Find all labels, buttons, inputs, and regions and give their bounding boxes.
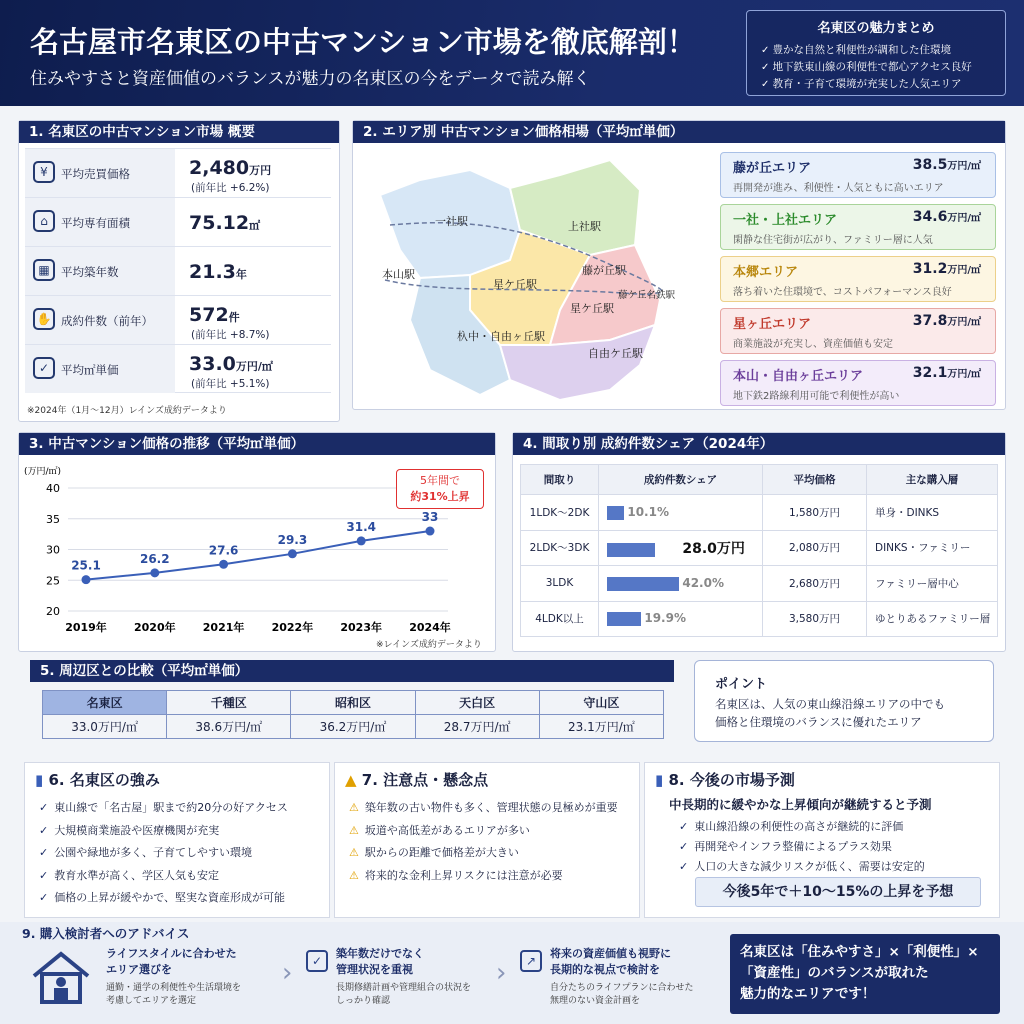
page-subtitle: 住みやすさと資産価値のバランスが魅力の名東区の今をデータで読み解く	[30, 69, 591, 89]
section-title: 9. 購入検討者へのアドバイス	[22, 926, 190, 941]
table-header: 間取り	[521, 465, 599, 495]
overview-row	[25, 197, 331, 246]
map-label: 自由ケ丘駅	[588, 347, 643, 360]
chevron-right-icon: ›	[282, 958, 293, 988]
growth-callout: 5年間で 約31%上昇	[396, 469, 484, 509]
buyer-cell: ゆとりあるファミリー層	[867, 601, 998, 637]
overview-value: 2,480万円	[189, 157, 272, 179]
x-tick-label: 2021年	[202, 621, 245, 634]
share-cell	[599, 495, 763, 531]
data-point	[357, 536, 366, 545]
overview-label: 平均築年数	[61, 265, 119, 279]
overview-change: (前年比 +8.7%)	[191, 329, 270, 341]
area-desc: 再開発が進み、利便性・人気ともに高いエリア	[733, 183, 944, 194]
overview-label: 平均専有面積	[61, 216, 130, 230]
section-title: 3. 中古マンション価格の推移（平均㎡単価）	[19, 433, 495, 455]
chevron-right-icon: ›	[496, 958, 507, 988]
share-label: 28.0万円	[682, 540, 745, 557]
map-label: 上社駅	[568, 220, 601, 233]
ward-price: 38.6万円/㎡	[167, 715, 291, 739]
area-name: 本山・自由ヶ丘エリア	[733, 369, 864, 384]
map-label: 藤が丘駅	[582, 264, 626, 277]
share-cell	[599, 566, 763, 602]
map-label: 星ケ丘駅	[570, 302, 614, 315]
section-title: ▮ 6. 名東区の強み	[35, 771, 160, 789]
yen-icon: ¥	[33, 161, 55, 183]
y-tick-label: 30	[46, 543, 60, 557]
overview-value: 33.0万円/㎡	[189, 353, 273, 375]
share-cell	[599, 530, 763, 566]
table-header: 成約件数シェア	[599, 465, 763, 495]
section-title: ▮ 8. 今後の市場予測	[655, 771, 795, 789]
charm-summary-box	[746, 10, 1006, 96]
market-overview-panel	[18, 120, 340, 422]
ward-price: 28.7万円/㎡	[415, 715, 539, 739]
point-title: ポイント	[715, 677, 768, 692]
share-bar	[607, 577, 679, 591]
overview-label: 平均売買価格	[61, 167, 130, 181]
ward-area-map	[360, 150, 710, 405]
area-card	[720, 360, 996, 406]
point-box	[694, 660, 994, 742]
conclusion-box: 名東区は「住みやすさ」×「利便性」× 「資産性」のバランスが取れた 魅力的なエリアです！	[730, 934, 1000, 1014]
trend-up-icon: ↗	[520, 950, 542, 972]
check-icon: ✓	[679, 840, 689, 853]
overview-row	[25, 295, 331, 344]
ward-price: 36.2万円/㎡	[291, 715, 415, 739]
price-cell: 1,580万円	[763, 495, 867, 531]
area-card	[720, 308, 996, 354]
floorplan-table	[520, 464, 998, 637]
warning-icon: ⚠	[349, 823, 359, 837]
y-tick-label: 20	[46, 605, 60, 618]
series-line	[86, 531, 430, 580]
area-price: 37.8万円/㎡	[912, 313, 981, 329]
map-label: 藤ケ丘名鉄駅	[618, 290, 676, 301]
check-icon: ✓	[679, 860, 689, 873]
check-price-icon: ✓	[33, 357, 55, 379]
forecast-headline: 中長期的に緩やかな上昇傾向が継続すると予測	[669, 797, 932, 812]
section-title: 2. エリア別 中古マンション価格相場（平均㎡単価）	[353, 121, 1005, 143]
building-check-icon: ✓	[306, 950, 328, 972]
y-tick-label: 25	[46, 574, 60, 588]
ward-name: 昭和区	[291, 691, 415, 715]
section-title: 5. 周辺区との比較（平均㎡単価）	[30, 660, 674, 682]
area-name: 藤が丘エリア	[733, 161, 812, 176]
overview-change: (前年比 +5.1%)	[191, 378, 270, 390]
plan-cell: 4LDK以上	[521, 601, 599, 637]
list-item: ⚠ 築年数の古い物件も多く、管理状態の見極めが重要	[349, 801, 618, 814]
cautions-list	[349, 797, 618, 887]
x-tick-label: 2020年	[133, 621, 176, 634]
overview-value: 21.3年	[189, 261, 247, 283]
forecast-panel	[644, 762, 1000, 918]
forecast-box: 今後5年で＋10〜15%の上昇を予想	[695, 877, 981, 907]
map-label: 杁中・自由ヶ丘駅	[457, 330, 545, 343]
overview-row	[25, 148, 331, 197]
warning-icon: ⚠	[349, 868, 359, 882]
table-header: 平均価格	[763, 465, 867, 495]
area-price: 34.6万円/㎡	[912, 209, 981, 225]
y-tick-label: 35	[46, 512, 60, 526]
list-item: ✓ 教育水準が高く、学区人気も安定	[39, 868, 219, 882]
warning-icon: ▲	[345, 771, 362, 789]
table-row	[521, 601, 998, 637]
data-label: 25.1	[71, 558, 101, 573]
ward-compare-table	[42, 690, 664, 739]
list-item: ✓ 価格の上昇が緩やかで、堅実な資産形成が可能	[39, 891, 285, 904]
list-item: ⚠ 将来的な金利上昇リスクには注意が必要	[349, 868, 563, 882]
check-icon: ✓	[39, 891, 49, 904]
map-label: 星ケ丘駅	[493, 278, 537, 291]
area-card	[720, 256, 996, 302]
overview-change: (前年比 +6.2%)	[191, 182, 270, 194]
strengths-list	[39, 797, 288, 910]
area-price: 38.5万円/㎡	[912, 157, 981, 173]
check-icon: ✓	[39, 823, 49, 837]
area-name: 一社・上社エリア	[733, 213, 838, 228]
list-item: ⚠ 駅からの距離で価格差が大きい	[349, 846, 519, 859]
point-text: 名東区は、人気の東山線沿線エリアの中でも 価格と住環境のバランスに優れたエリア	[715, 697, 945, 729]
check-icon: ✓	[679, 820, 689, 833]
source-note: ※2024年（1月〜12月）レインズ成約データより	[27, 406, 227, 416]
section-title: 4. 間取り別 成約件数シェア（2024年）	[513, 433, 1005, 455]
overview-row	[25, 246, 331, 295]
advice-item: 将来の資産価値も視野に 長期的な視点で検討を 自分たちのライフプランに合わせた 無理のない資金計画を	[550, 947, 694, 1006]
area-name: 星ヶ丘エリア	[733, 317, 812, 332]
price-cell: 2,680万円	[763, 566, 867, 602]
ward-name: 千種区	[167, 691, 291, 715]
chart-bar-icon: ▮	[655, 771, 669, 789]
list-item: ✓ 再開発やインフラ整備によるプラス効果	[679, 840, 892, 853]
ward-price: 23.1万円/㎡	[539, 715, 663, 739]
y-tick-label: 40	[46, 482, 60, 495]
ward-name: 名東区	[43, 691, 167, 715]
price-cell: 2,080万円	[763, 530, 867, 566]
overview-value: 572件	[189, 304, 240, 326]
share-bar	[607, 506, 624, 520]
area-card	[720, 152, 996, 198]
warning-icon: ⚠	[349, 801, 359, 814]
share-label: 42.0%	[682, 575, 724, 590]
data-label: 26.2	[139, 551, 170, 566]
charm-item: ✓ 豊かな自然と利便性が調和した住環境	[761, 42, 1005, 59]
x-tick-label: 2022年	[271, 621, 314, 634]
x-tick-label: 2024年	[409, 621, 451, 634]
data-point	[150, 568, 159, 577]
map-label: 本山駅	[382, 268, 415, 281]
share-cell	[599, 601, 763, 637]
data-point	[288, 549, 297, 558]
price-cell: 3,580万円	[763, 601, 867, 637]
strengths-panel	[24, 762, 330, 918]
area-desc: 閑静な住宅街が広がり、ファミリー層に人気	[733, 235, 933, 246]
advice-item: 築年数だけでなく 管理状況を重視 長期修繕計画や管理組合の状況を しっかり確認	[336, 947, 472, 1006]
section-title: 1. 名東区の中古マンション市場 概要	[19, 121, 339, 143]
buyer-cell: 単身・DINKS	[867, 495, 998, 531]
table-row	[521, 495, 998, 531]
buyer-cell: DINKS・ファミリー	[867, 530, 998, 566]
check-icon: ✓	[39, 801, 49, 814]
area-name: 本郷エリア	[733, 265, 799, 280]
ward-price: 33.0万円/㎡	[43, 715, 167, 739]
charm-item: ✓ 教育・子育て環境が充実した人気エリア	[761, 76, 1005, 93]
check-icon: ✓	[39, 846, 49, 859]
area-price: 31.2万円/㎡	[912, 261, 981, 277]
area-desc: 商業施設が充実し、資産価値も安定	[733, 339, 893, 350]
area-card	[720, 204, 996, 250]
list-item: ✓ 東山線沿線の利便性の高さが継続的に評価	[679, 820, 904, 833]
list-item: ⚠ 坂道や高低差があるエリアが多い	[349, 823, 530, 837]
share-label: 19.9%	[644, 611, 686, 626]
chart-bar-icon: ▮	[35, 771, 49, 789]
map-label: 一社駅	[435, 215, 468, 228]
data-point	[219, 560, 228, 569]
ward-name: 天白区	[415, 691, 539, 715]
share-label: 10.1%	[627, 504, 669, 519]
check-icon: ✓	[39, 868, 49, 882]
advice-item: ライフスタイルに合わせた エリア選びを 通勤・通学の利便性や生活環境を 考慮してエリアを選定	[106, 947, 242, 1006]
overview-row	[25, 344, 331, 393]
x-tick-label: 2023年	[340, 621, 383, 634]
data-label: 33	[421, 510, 439, 525]
share-bar	[607, 612, 641, 626]
charm-item: ✓ 地下鉄東山線の利便性で都心アクセス良好	[761, 59, 1005, 76]
list-item: ✓ 公園や緑地が多く、子育てしやすい環境	[39, 846, 252, 859]
warning-icon: ⚠	[349, 846, 359, 859]
list-item: ✓ 人口の大きな減少リスクが低く、需要は安定的	[679, 860, 925, 873]
handshake-icon: ✋	[33, 308, 55, 330]
plan-cell: 2LDK〜3DK	[521, 530, 599, 566]
ward-name: 守山区	[539, 691, 663, 715]
buyer-cell: ファミリー層中心	[867, 566, 998, 602]
table-row	[521, 530, 998, 566]
list-item: ✓ 東山線で「名古屋」駅まで約20分の好アクセス	[39, 801, 288, 814]
y-axis-label: (万円/㎡)	[24, 467, 62, 477]
area-desc: 地下鉄2路線利用可能で利便性が高い	[733, 391, 900, 402]
share-bar	[607, 543, 655, 557]
area-price: 32.1万円/㎡	[912, 365, 981, 381]
table-header: 主な購入層	[867, 465, 998, 495]
charm-title: 名東区の魅力まとめ	[817, 21, 935, 36]
x-tick-label: 2019年	[65, 621, 107, 634]
overview-label: 成約件数（前年）	[61, 314, 153, 328]
page-title: 名古屋市名東区の中古マンション市場を徹底解剖！	[30, 25, 696, 59]
plan-cell: 3LDK	[521, 566, 599, 602]
calendar-icon: ▦	[33, 259, 55, 281]
forecast-list	[679, 817, 925, 877]
home-area-icon: ⌂	[33, 210, 55, 232]
area-desc: 落ち着いた住環境で、コストパフォーマンス良好	[733, 287, 952, 298]
overview-label: 平均㎡単価	[61, 363, 119, 377]
house-icon	[28, 948, 94, 1006]
overview-value: 75.12㎡	[189, 212, 261, 234]
cautions-panel	[334, 762, 640, 918]
data-point	[82, 575, 91, 584]
list-item: ✓ 大規模商業施設や医療機関が充実	[39, 823, 220, 837]
data-point	[426, 527, 435, 536]
table-row	[521, 566, 998, 602]
data-label: 29.3	[277, 532, 308, 547]
section-title: ▲ 7. 注意点・懸念点	[345, 771, 489, 789]
source-note: ※レインズ成約データより	[376, 640, 482, 650]
data-label: 27.6	[208, 543, 239, 558]
data-label: 31.4	[346, 519, 377, 534]
plan-cell: 1LDK〜2DK	[521, 495, 599, 531]
